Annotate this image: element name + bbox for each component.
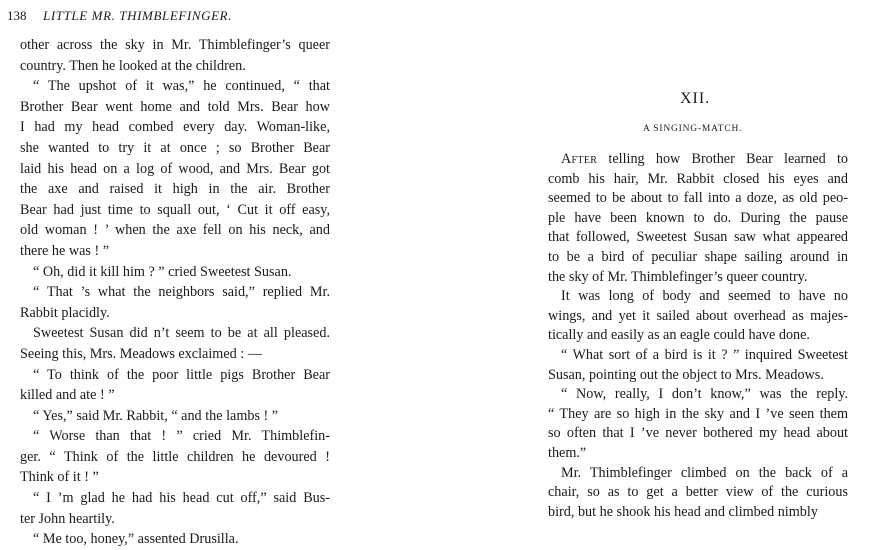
- text-line: Rabbit placidly.: [20, 304, 110, 321]
- text-line: Sweetest Susan did n’t seem to be at all pleased.: [33, 325, 330, 342]
- text-line: “ The upshot of it was,” he continued, “ that: [33, 78, 330, 95]
- text-line: old woman ! ’ when the axe fell on his neck, and: [20, 222, 330, 239]
- text-line: wings, and yet it sailed about overhead as majes-: [548, 307, 848, 324]
- text-line: chair, so as to get a better view of the curious: [548, 484, 848, 501]
- page-number: 138: [7, 8, 27, 23]
- drop-word: After: [561, 151, 598, 167]
- left-page-text: [20, 35, 330, 550]
- text-line: Seeing this, Mrs. Meadows exclaimed : —: [20, 345, 262, 362]
- text-line: she wanted to try it at once ; so Brother Bear: [20, 139, 330, 156]
- running-header: [7, 8, 347, 24]
- first-line-rest: telling how Brother Bear learned to: [597, 151, 848, 167]
- text-line: “ That ’s what the neighbors said,” replied Mr.: [33, 284, 330, 301]
- text-line: “ What sort of a bird is it ? ” inquired Sweetest: [561, 346, 848, 363]
- text-line: the sky of Mr. Thimblefinger’s queer country.: [548, 268, 808, 285]
- text-line: so often that I ’ve never bothered my head about: [548, 425, 848, 442]
- text-line: Susan, pointing out the object to Mrs. Meadows.: [548, 366, 824, 383]
- text-line: “ Me too, honey,” assented Drusilla.: [33, 531, 239, 548]
- text-line: them.”: [548, 444, 587, 461]
- text-line: It was long of body and seemed to have no: [561, 288, 848, 305]
- text-line: [548, 150, 848, 170]
- text-line: country. Then he looked at the children.: [20, 57, 246, 74]
- right-page-text: [548, 150, 848, 522]
- text-line: laid his head on a log of wood, and Mrs. Bear got: [20, 160, 330, 177]
- running-head-title: LITTLE MR. THIMBLEFINGER.: [43, 8, 233, 23]
- text-line: “ Yes,” said Mr. Rabbit, “ and the lambs ! ”: [33, 407, 279, 424]
- text-line: “ I ’m glad he had his head cut off,” said Bus-: [33, 490, 330, 507]
- text-line: the axe and raised it high in the air. Brother: [20, 181, 330, 198]
- text-line: comb his hair, Mr. Rabbit closed his eyes and: [548, 170, 848, 187]
- text-line: “ Worse than that ! ” cried Mr. Thimblefin-: [33, 428, 330, 445]
- text-line: tically and easily as an eagle could have done.: [548, 327, 810, 344]
- text-line: I had my head combed every day. Woman-like,: [20, 119, 330, 136]
- text-line: ple have been known to do. During the pause: [548, 209, 848, 226]
- chapter-number: XII.: [680, 90, 711, 107]
- text-line: “ They are so high in the sky and I ’ve seen them: [548, 405, 848, 422]
- text-line: ger. “ Think of the little children he devoured !: [20, 448, 330, 465]
- text-line: “ To think of the poor little pigs Brother Bear: [33, 366, 330, 383]
- text-line: other across the sky in Mr. Thimblefinger’s queer: [20, 37, 330, 53]
- text-line: “ Oh, did it kill him ? ” cried Sweetest Susan.: [33, 263, 292, 280]
- text-line: ter John heartily.: [20, 510, 115, 527]
- text-line: “ Now, really, I don’t know,” was the reply.: [561, 386, 848, 403]
- right-page: [440, 0, 878, 520]
- text-line: bird, but he shook his head and climbed nimbly: [548, 503, 818, 520]
- text-line: there he was ! ”: [20, 242, 110, 259]
- text-line: that followed, Sweetest Susan saw what appeared: [548, 229, 848, 246]
- text-line: seemed to be about to fall into a doze, as old peo-: [548, 190, 848, 207]
- text-line: to be a bird of peculiar shape sailing around in: [548, 248, 848, 265]
- text-line: Brother Bear went home and told Mrs. Bear how: [20, 98, 330, 115]
- text-line: Bear had just time to squall out, ‘ Cut it off easy,: [20, 201, 330, 218]
- text-line: Think of it ! ”: [20, 469, 99, 486]
- text-line: Mr. Thimblefinger climbed on the back of a: [561, 464, 848, 481]
- chapter-title: A SINGING-MATCH.: [643, 124, 743, 134]
- text-line: killed and ate ! ”: [20, 387, 115, 404]
- left-page: [0, 0, 440, 548]
